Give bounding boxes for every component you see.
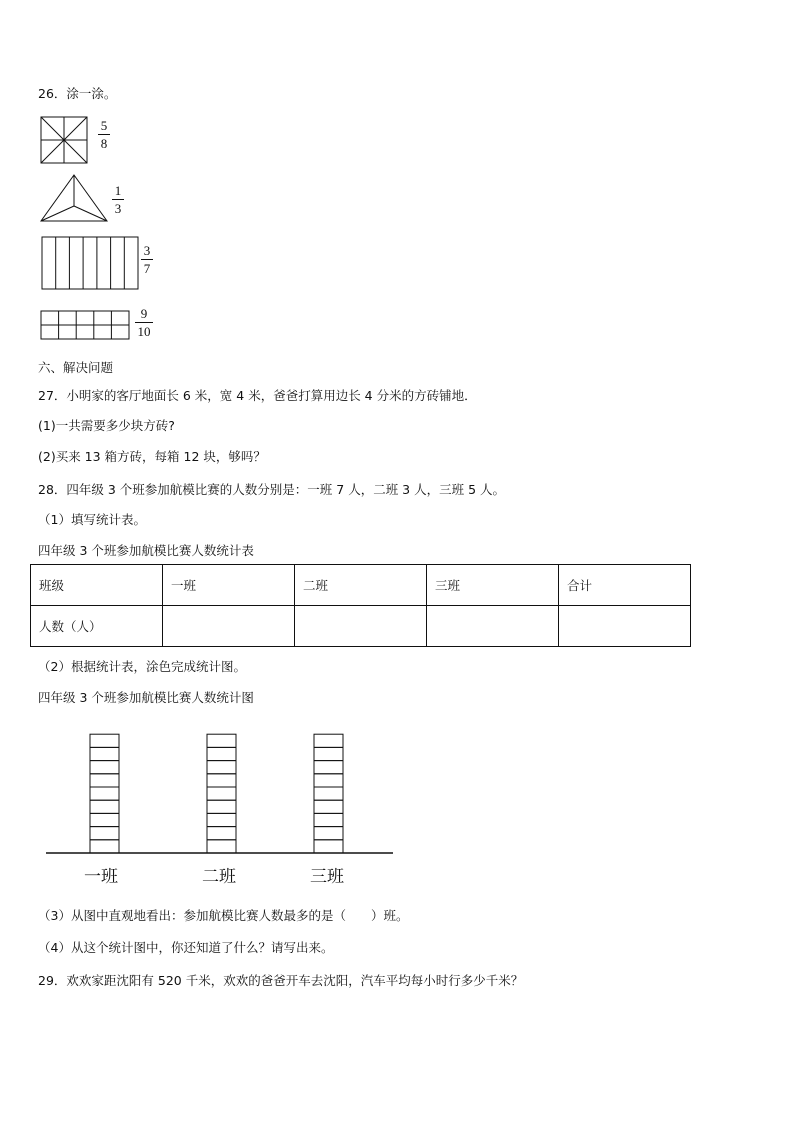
bar-cell[interactable] (90, 787, 119, 800)
answer-cell-class1[interactable] (163, 606, 295, 647)
q28-text: 28．四年级 3 个班参加航模比赛的人数分别是：一班 7 人，二班 3 人，三班 5 人。 (38, 482, 506, 497)
table-header-cell: 一班 (163, 565, 295, 606)
table-row-label: 人数（人） (31, 606, 163, 647)
q26-title: 26．涂一涂。 (38, 86, 117, 101)
bar-column-3[interactable] (314, 734, 343, 853)
table-header-cell: 合计 (559, 565, 691, 606)
bar-cell[interactable] (90, 774, 119, 787)
chart-title: 四年级 3 个班参加航模比赛人数统计图 (38, 690, 254, 705)
bar-cell[interactable] (314, 761, 343, 774)
bar-cell[interactable] (207, 827, 236, 840)
bar-cell[interactable] (314, 813, 343, 826)
bar-column-1[interactable] (90, 734, 119, 853)
section-title: 六、解决问题 (38, 360, 114, 375)
bar-cell[interactable] (314, 800, 343, 813)
fraction-9-10: 9 10 (135, 306, 153, 339)
bar-cell[interactable] (207, 761, 236, 774)
q28-sub3: （3）从图中直观地看出：参加航模比赛人数最多的是（ ）班。 (38, 908, 409, 923)
q28-sub1: （1）填写统计表。 (38, 512, 146, 527)
q27-sub2: (2)买来 13 箱方砖，每箱 12 块，够吗？ (38, 449, 266, 464)
table-header-cell: 三班 (427, 565, 559, 606)
bar-chart (40, 725, 400, 865)
q27-sub1: (1)一共需要多少块方砖? (38, 418, 175, 433)
bar-cell[interactable] (90, 813, 119, 826)
answer-cell-total[interactable] (559, 606, 691, 647)
answer-cell-class3[interactable] (427, 606, 559, 647)
q28-sub2: （2）根据统计表，涂色完成统计图。 (38, 659, 246, 674)
fraction-3-7: 3 7 (141, 243, 153, 276)
bar-cell[interactable] (90, 734, 119, 747)
statistics-table (30, 564, 691, 647)
table-row (31, 606, 691, 647)
bar-cell[interactable] (207, 813, 236, 826)
bar-cell[interactable] (207, 734, 236, 747)
grid-tenths-figure[interactable] (40, 310, 130, 340)
tick-label: 一班 (84, 867, 118, 887)
bar-cell[interactable] (207, 774, 236, 787)
bar-cell[interactable] (90, 747, 119, 760)
bar-cell[interactable] (314, 734, 343, 747)
bar-cell[interactable] (314, 774, 343, 787)
bar-cell[interactable] (314, 840, 343, 853)
table-header-row (31, 565, 691, 606)
bar-cell[interactable] (207, 747, 236, 760)
bar-column-2[interactable] (207, 734, 236, 853)
bar-cell[interactable] (90, 840, 119, 853)
fraction-1-3: 1 3 (112, 183, 124, 216)
table-title: 四年级 3 个班参加航模比赛人数统计表 (38, 543, 254, 558)
fraction-5-8: 5 8 (98, 118, 110, 151)
triangle-thirds-figure[interactable] (39, 173, 109, 223)
bar-cell[interactable] (90, 761, 119, 774)
table-header-cell: 二班 (295, 565, 427, 606)
bar-cell[interactable] (207, 787, 236, 800)
bar-cell[interactable] (207, 800, 236, 813)
q29-text: 29．欢欢家距沈阳有 520 千米，欢欢的爸爸开车去沈阳，汽车平均每小时行多少千米？ (38, 973, 524, 988)
q27-text: 27．小明家的客厅地面长 6 米，宽 4 米，爸爸打算用边长 4 分米的方砖铺地． (38, 388, 477, 403)
bar-cell[interactable] (90, 827, 119, 840)
q28-sub4: （4）从这个统计图中，你还知道了什么？请写出来。 (38, 940, 334, 955)
bar-cell[interactable] (314, 787, 343, 800)
bar-cell[interactable] (314, 747, 343, 760)
table-header-cell: 班级 (31, 565, 163, 606)
square-eighths-figure[interactable] (40, 116, 88, 164)
bar-cell[interactable] (207, 840, 236, 853)
tick-label: 二班 (202, 867, 236, 887)
tick-label: 三班 (310, 867, 344, 887)
rectangle-sevenths-figure[interactable] (41, 236, 139, 290)
bar-cell[interactable] (90, 800, 119, 813)
answer-cell-class2[interactable] (295, 606, 427, 647)
bar-cell[interactable] (314, 827, 343, 840)
